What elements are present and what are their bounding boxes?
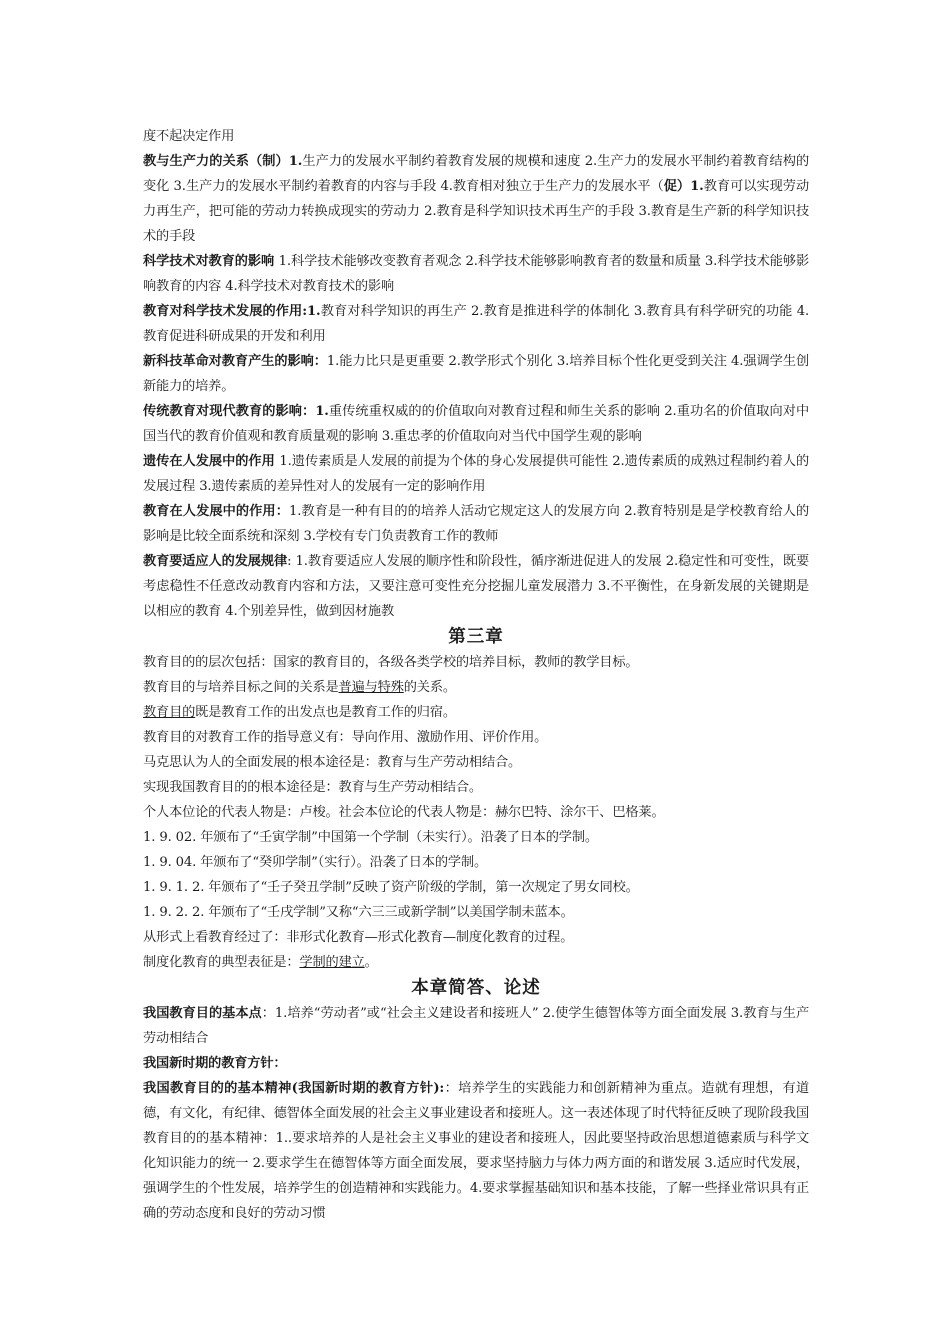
- chapter-line: 教育目的与培养目标之间的关系是普遍与特殊的关系。: [143, 680, 456, 695]
- chapter-line: 教育目的的层次包括：国家的教育目的，各级各类学校的培养目标，教师的教学目标。: [143, 655, 639, 670]
- paragraph-heading: 传统教育对现代教育的影响：1.: [143, 404, 329, 419]
- chapter-line: 1. 9. 02. 年颁布了“壬寅学制”中国第一个学制（未实行）。沿袭了日本的学制。: [143, 830, 598, 845]
- paragraph-science-on-education: 科学技术对教育的影响 1.科学技术能够改变教育者观念 2.科学技术能够影响教育者的数量和质量 3.科学技术能够影响教育的内容 4.科学技术对教育技术的影响: [143, 254, 809, 294]
- paragraph-heading: 教育在人发展中的作用：: [143, 504, 289, 519]
- paragraph-heading: 我国新时期的教育方针：: [143, 1056, 287, 1071]
- paragraph-heading: 科学技术对教育的影响: [143, 254, 279, 269]
- paragraph-heading: 遗传在人发展中的作用: [143, 454, 280, 469]
- document-body: [143, 124, 809, 1226]
- review-paragraph: 我国教育目的基本点：1.培养“劳动者”或“社会主义建设者和接班人” 2.使学生德智体等方面全面发展 3.教育与生产劳动相结合: [143, 1006, 809, 1046]
- underlined-term: 学制的建立: [299, 955, 365, 970]
- paragraph-heading: 新科技革命对教育产生的影响：: [143, 354, 327, 369]
- review-paragraph: [143, 1051, 809, 1076]
- chapter-line: 教育目的对教育工作的指导意义有：导向作用、激励作用、评价作用。: [143, 730, 548, 745]
- paragraph-heading: 我国教育目的基本点: [143, 1006, 262, 1021]
- paragraph-heading: 我国教育目的的基本精神(我国新时期的教育方针):: [143, 1081, 445, 1096]
- underlined-term: 教育目的: [143, 705, 196, 720]
- section-heading: 本章简答、论述: [411, 978, 541, 998]
- chapter-line: 教育目的既是教育工作的出发点也是教育工作的归宿。: [143, 705, 456, 720]
- paragraph-education-role: 教育在人发展中的作用：1.教育是一种有目的的培养人活动它规定这人的发展方向 2.教育特别是是学校教育给人的影响是比较全面系统和深刻 3.学校有专门负责教育工作的教师: [143, 504, 809, 544]
- chapter-line: 个人本位论的代表人物是：卢梭。社会本位论的代表人物是：赫尔巴特、涂尔干、巴格莱。: [143, 805, 665, 820]
- paragraph-productivity: 教与生产力的关系（制）1.生产力的发展水平制约着教育发展的规模和速度 2.生产力的发展水平制约着教育结构的变化 3.生产力的发展水平制约着教育的内容与手段 4.教育相对独立于生产力的发展水平（促）1.教育可以实现劳动力再生产，把可能的劳动力转换成现实的劳动力 2.教育是科学知识技术再生产的手段 3.教育是生产新的科学知识技术的手段: [143, 154, 809, 244]
- paragraph-heredity: 遗传在人发展中的作用 1.遗传素质是人发展的前提为个体的身心发展提供可能性 2.遗传素质的成熟过程制约着人的发展过程 3.遗传素质的差异性对人的发展有一定的影响作用: [143, 454, 809, 494]
- underlined-term: 普遍与特殊: [338, 680, 404, 695]
- chapter-line: 从形式上看教育经过了：非形式化教育—形式化教育—制度化教育的过程。: [143, 930, 574, 945]
- paragraph: 度不起决定作用: [143, 129, 235, 144]
- paragraph-heading: 教育对科学技术发展的作用:1.: [143, 304, 321, 319]
- chapter-line: 1. 9. 2. 2. 年颁布了“壬戌学制”又称“六三三或新学制”以美国学制未蓝本。: [143, 905, 574, 920]
- chapter-line: 制度化教育的典型表征是：学制的建立。: [143, 955, 378, 970]
- paragraph-heading: 教育要适应人的发展规律: [143, 554, 288, 569]
- chapter-line: 1. 9. 04. 年颁布了“癸卯学制”（实行）。沿袭了日本的学制。: [143, 855, 488, 870]
- paragraph-heading: 教与生产力的关系（制）1.: [143, 154, 303, 169]
- chapter-heading: 第三章: [448, 627, 504, 647]
- chapter-line: 实现我国教育目的的根本途径是：教育与生产劳动相结合。: [143, 780, 482, 795]
- paragraph-development-laws: 教育要适应人的发展规律: 1.教育要适应人发展的顺序性和阶段性，循序渐进促进人的发展 2.稳定性和可变性，既要考虑稳性不任意改动教育内容和方法，又要注意可变性充分挖掘儿童发展潜力 3.不平衡性，在身新发展的关键期是以相应的教育 4.个别差异性，做到因材施教: [143, 554, 809, 619]
- paragraph-tech-revolution: 新科技革命对教育产生的影响：1.能力比只是更重要 2.教学形式个别化 3.培养目标个性化更受到关注 4.强调学生创新能力的培养。: [143, 354, 809, 394]
- paragraph-traditional-education: 传统教育对现代教育的影响：1.重传统重权威的的价值取向对教育过程和师生关系的影响 2.重功名的价值取向对中国当代的教育价值观和教育质量观的影响 3.重忠孝的价值取向对当代中国学生观的影响: [143, 404, 809, 444]
- chapter-line: 1. 9. 1. 2. 年颁布了“壬子癸丑学制”反映了资产阶级的学制，第一次规定了男女同校。: [143, 880, 639, 895]
- review-paragraph: 我国教育目的的基本精神(我国新时期的教育方针):：培养学生的实践能力和创新精神为重点。造就有理想，有道德，有文化，有纪律、德智体全面发展的社会主义事业建设者和接班人。这一表述体现了时代特征反映了现阶段我国教育目的的基本精神：1..要求培养的人是社会主义事业的建设者和接班人，因此要坚持政治思想道德素质与科学文化知识能力的统一 2.要求学生在德智体等方面全面发展，要求坚持脑力与体力两方面的和谐发展 3.适应时代发展，强调学生的个性发展，培养学生的创造精神和实践能力。4.要求掌握基础知识和基本技能，了解一些择业常识具有正确的劳动态度和良好的劳动习惯: [143, 1081, 810, 1221]
- paragraph-education-on-science: 教育对科学技术发展的作用:1.教育对科学知识的再生产 2.教育是推进科学的体制化 3.教育具有科学研究的功能 4.教育促进科研成果的开发和利用: [143, 304, 809, 344]
- chapter-line: 马克思认为人的全面发展的根本途径是：教育与生产劳动相结合。: [143, 755, 522, 770]
